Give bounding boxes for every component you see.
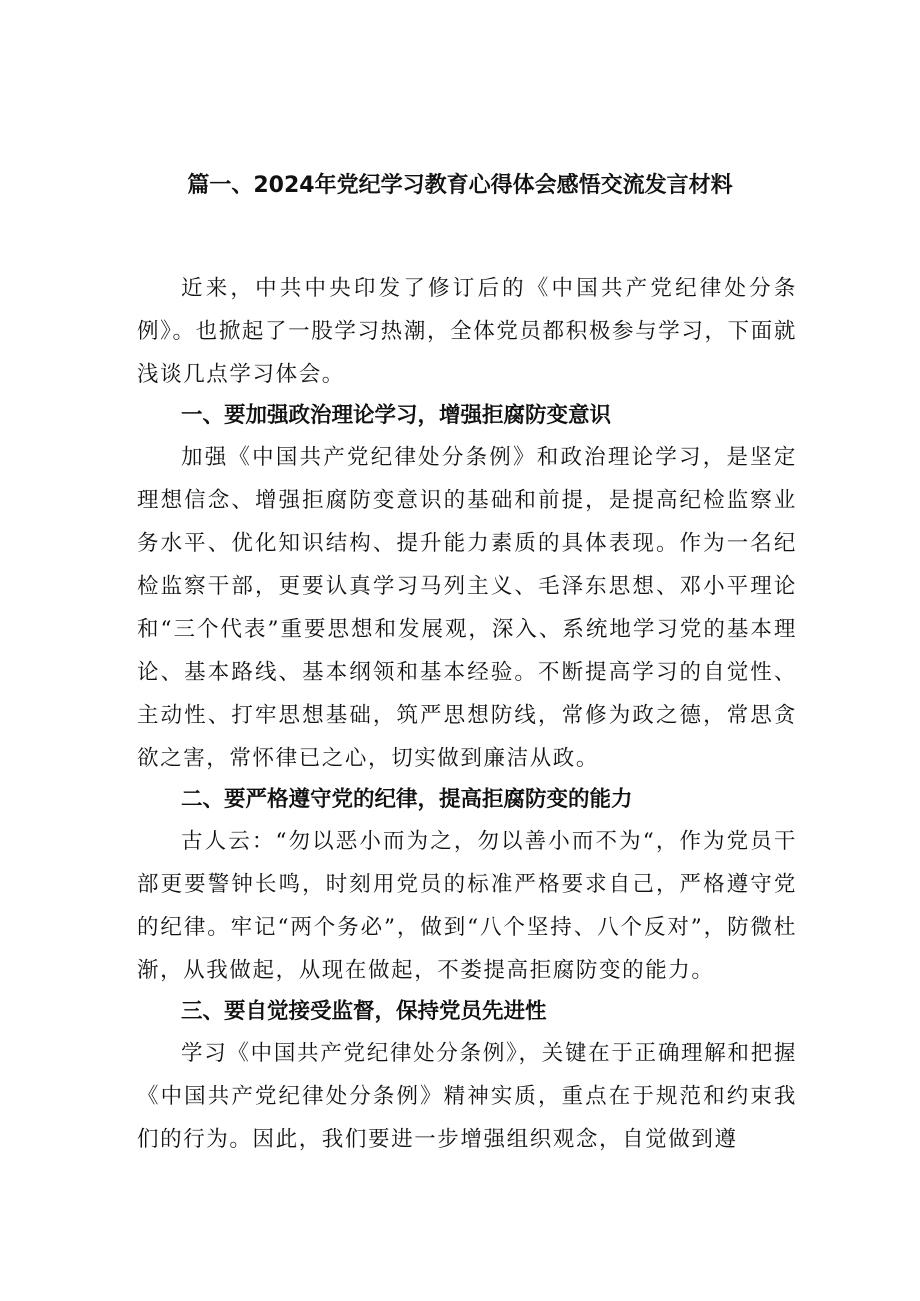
section-paragraph-3: 学习《中国共产党纪律处分条例》，关键在于正确理解和把握《中国共产党纪律处分条例》精神实质，重点在于规范和约束我们的行为。因此，我们要进一步增强组织观念，自觉做到遵 (137, 1041, 797, 1152)
section-paragraph-2: 古人云：“勿以恶小而为之，勿以善小而不为“，作为党员干部更要警钟长鸣，时刻用党员的标准严格要求自己，严格遵守党的纪律。牢记“两个务必”，做到“八个坚持、八个反对”，防微杜渐，从我做起，从现在做起，不娄提高拒腐防变的能力。 (137, 829, 797, 983)
section-paragraph-1: 加强《中国共产党纪律处分条例》和政治理论学习，是坚定理想信念、增强拒腐防变意识的基础和前提，是提高纪检监察业务水平、优化知识结构、提升能力素质的具体表现。作为一名纪检监察干部，更要认真学习马列主义、毛泽东思想、邓小平理论和“三个代表”重要思想和发展观，深入、系统地学习党的基本理论、基本路线、基本纲领和基本经验。不断提高学习的自觉性、主动性、打牢思想基础，筑严思想防线，常修为政之德，常思贪欲之害，常怀律已之心，切实做到廉洁从政。 (137, 445, 797, 771)
section-heading-1: 一、要加强政治理论学习，增强拒腐防变意识 (181, 403, 612, 428)
section-heading-2: 二、要严格遵守党的纪律，提高拒腐防变的能力 (181, 787, 633, 812)
document-title: 篇一、2024年党纪学习教育心得体会感悟交流发言材料 (187, 173, 733, 198)
section-heading-3: 三、要自觉接受监督，保持党员先进性 (181, 999, 547, 1024)
intro-paragraph: 近来，中共中央印发了修订后的《中国共产党纪律处分条例》。也掀起了一股学习热潮，全体党员都积极参与学习，下面就浅谈几点学习体会。 (137, 276, 797, 387)
